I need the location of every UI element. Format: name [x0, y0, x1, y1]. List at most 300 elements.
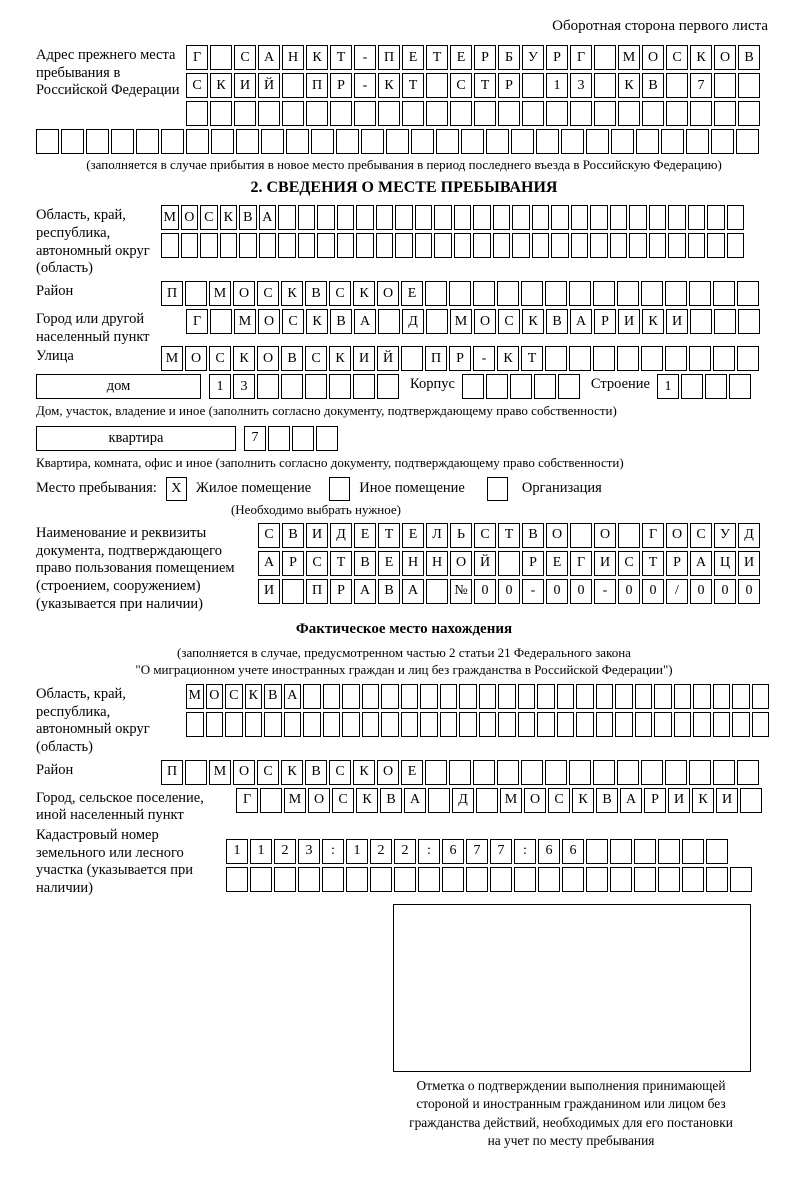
form-cell [610, 233, 628, 258]
form-cell: С [209, 346, 231, 371]
form-cell: 2 [394, 839, 416, 864]
form-cell [752, 684, 770, 709]
form-cell [634, 839, 656, 864]
form-cell: Н [402, 551, 424, 576]
form-cell: Г [236, 788, 258, 813]
form-cell [557, 712, 575, 737]
form-cell [610, 839, 632, 864]
form-cell [473, 233, 491, 258]
form-cell [674, 684, 692, 709]
form-cell [225, 712, 243, 737]
checkbox-zhiloe[interactable]: X [166, 477, 187, 501]
form-cell [185, 760, 207, 785]
form-cell [713, 281, 735, 306]
form-cell: М [209, 760, 231, 785]
form-cell [641, 346, 663, 371]
form-cell [362, 684, 380, 709]
form-cell [473, 760, 495, 785]
form-cell [473, 205, 491, 230]
prev-address-row-1 [186, 45, 762, 70]
form-cell [654, 684, 672, 709]
form-cell: О [714, 45, 736, 70]
form-cell: 7 [466, 839, 488, 864]
form-cell [689, 760, 711, 785]
stay-doc-block [36, 523, 772, 613]
form-cell: Т [330, 45, 352, 70]
form-cell [714, 309, 736, 334]
actual-district-row [161, 760, 761, 785]
confirmation-caption-line-3: гражданства действий, необходимых для его постановки [409, 1114, 733, 1130]
form-cell: О [377, 281, 399, 306]
form-cell: К [220, 205, 238, 230]
form-cell [569, 346, 591, 371]
form-cell: Р [498, 73, 520, 98]
form-cell: К [210, 73, 232, 98]
form-cell: Й [474, 551, 496, 576]
form-cell [629, 205, 647, 230]
form-cell [594, 45, 616, 70]
form-cell: Т [474, 73, 496, 98]
form-cell: В [596, 788, 618, 813]
form-cell: С [257, 281, 279, 306]
actual-caption-2: "О миграционном учете иностранных граждан и лиц без гражданства в Российской Федерации") [135, 661, 673, 677]
house-number-row [209, 374, 401, 399]
form-cell [522, 73, 544, 98]
form-cell: С [282, 309, 304, 334]
form-cell [518, 684, 536, 709]
form-cell [466, 867, 488, 892]
form-cell: 0 [570, 579, 592, 604]
form-cell [538, 867, 560, 892]
form-cell: С [548, 788, 570, 813]
form-cell [545, 760, 567, 785]
form-cell [426, 309, 448, 334]
form-cell: - [473, 346, 495, 371]
form-cell: Г [186, 45, 208, 70]
form-cell [576, 712, 594, 737]
prev-address-label: Адрес прежнего места пребывания в Российской Федерации [36, 47, 180, 99]
form-cell: М [161, 205, 179, 230]
form-cell: 0 [498, 579, 520, 604]
form-cell [186, 712, 204, 737]
form-cell [306, 101, 328, 126]
form-cell [537, 684, 555, 709]
form-cell: Е [401, 281, 423, 306]
form-cell: П [161, 760, 183, 785]
form-cell [264, 712, 282, 737]
form-cell [449, 760, 471, 785]
form-cell [354, 101, 376, 126]
form-cell: 1 [226, 839, 248, 864]
form-cell: Д [738, 523, 760, 548]
form-cell [440, 712, 458, 737]
form-cell: И [594, 551, 616, 576]
form-cell [411, 129, 434, 154]
actual-region-cells [186, 684, 771, 740]
form-cell [257, 374, 279, 399]
form-cell: С [329, 760, 351, 785]
form-cell [486, 129, 509, 154]
form-cell [426, 579, 448, 604]
form-cell: И [738, 551, 760, 576]
form-cell: № [450, 579, 472, 604]
form-cell [245, 712, 263, 737]
form-cell: М [209, 281, 231, 306]
form-cell [377, 374, 399, 399]
option-organizaciya-label: Организация [521, 480, 602, 497]
form-cell: 7 [490, 839, 512, 864]
form-cell: П [306, 73, 328, 98]
form-cell [259, 233, 277, 258]
form-cell: Л [426, 523, 448, 548]
form-cell [362, 712, 380, 737]
stay-region-row-1 [161, 205, 746, 230]
form-cell [434, 205, 452, 230]
stay-doc-row-3 [258, 579, 762, 604]
form-cell [473, 281, 495, 306]
form-cell: С [305, 346, 327, 371]
form-cell [714, 73, 736, 98]
form-cell [381, 712, 399, 737]
form-cell [298, 233, 316, 258]
form-cell [688, 205, 706, 230]
form-cell: Д [330, 523, 352, 548]
form-cell [317, 205, 335, 230]
form-cell: Р [644, 788, 666, 813]
form-cell: К [329, 346, 351, 371]
form-cell: К [356, 788, 378, 813]
confirmation-caption [346, 1077, 796, 1151]
confirmation-caption-line-4: на учет по месту пребывания [487, 1133, 655, 1149]
form-cell [593, 760, 615, 785]
form-cell: Т [402, 73, 424, 98]
form-cell [386, 129, 409, 154]
form-cell: С [474, 523, 496, 548]
form-cell: Г [186, 309, 208, 334]
form-cell: Е [378, 551, 400, 576]
form-cell [282, 73, 304, 98]
form-cell [303, 712, 321, 737]
form-cell: 1 [657, 374, 679, 399]
form-cell [635, 712, 653, 737]
form-cell: А [258, 45, 280, 70]
form-cell: П [378, 45, 400, 70]
checkbox-organizaciya[interactable] [487, 477, 508, 501]
form-cell [474, 101, 496, 126]
form-cell: Р [594, 309, 616, 334]
form-cell [636, 129, 659, 154]
form-cell [395, 205, 413, 230]
form-cell [596, 684, 614, 709]
prev-address-row-3 [186, 101, 762, 126]
form-cell: К [281, 760, 303, 785]
form-cell [571, 233, 589, 258]
form-cell: 3 [298, 839, 320, 864]
form-cell: Е [402, 45, 424, 70]
form-cell [292, 426, 314, 451]
form-cell [514, 867, 536, 892]
form-cell: К [522, 309, 544, 334]
form-cell [668, 233, 686, 258]
form-cell: Р [330, 73, 352, 98]
korpus-label: Корпус [410, 376, 455, 393]
form-cell [586, 129, 609, 154]
form-cell: Г [642, 523, 664, 548]
confirmation-caption-line-2: стороной и иностранным гражданином или лицом без [416, 1096, 726, 1112]
form-cell: 0 [618, 579, 640, 604]
form-cell: 1 [346, 839, 368, 864]
form-cell [546, 101, 568, 126]
form-cell [686, 129, 709, 154]
form-cell [498, 551, 520, 576]
form-cell [610, 867, 632, 892]
apartment-number-row [244, 426, 340, 451]
form-cell [454, 233, 472, 258]
form-cell: 3 [233, 374, 255, 399]
form-cell [617, 281, 639, 306]
form-cell: С [450, 73, 472, 98]
form-cell: Й [377, 346, 399, 371]
form-cell [401, 346, 423, 371]
form-cell [378, 309, 400, 334]
form-cell [415, 205, 433, 230]
form-cell: : [322, 839, 344, 864]
form-cell: К [692, 788, 714, 813]
form-cell [402, 101, 424, 126]
form-cell [278, 233, 296, 258]
form-cell: 7 [690, 73, 712, 98]
form-cell [706, 839, 728, 864]
form-cell: В [281, 346, 303, 371]
form-cell [713, 760, 735, 785]
checkbox-inoe[interactable] [329, 477, 350, 501]
prev-address-block [36, 45, 772, 129]
form-cell [689, 346, 711, 371]
form-cell: Д [452, 788, 474, 813]
form-cell: С [258, 523, 280, 548]
prev-address-caption: (заполняется в случае прибытия в новое место пребывания в период последнего въезда в Российскую Федерацию) [86, 157, 722, 172]
form-cell: К [306, 45, 328, 70]
form-cell [303, 684, 321, 709]
form-cell [136, 129, 159, 154]
house-type-box: дом [36, 374, 201, 399]
form-cell [211, 129, 234, 154]
form-cell: С [186, 73, 208, 98]
form-cell [186, 129, 209, 154]
house-caption: Дом, участок, владение и иное (заполнить согласно документу, подтверждающему право собственности) [36, 403, 617, 419]
form-cell: С [257, 760, 279, 785]
form-cell: - [522, 579, 544, 604]
form-cell: В [738, 45, 760, 70]
form-cell [278, 205, 296, 230]
form-cell: Р [522, 551, 544, 576]
place-type-label: Место пребывания: [36, 480, 157, 497]
stay-doc-cells [258, 523, 762, 607]
form-cell [615, 712, 633, 737]
form-cell [665, 760, 687, 785]
form-cell: С [666, 45, 688, 70]
form-cell: А [402, 579, 424, 604]
form-cell [711, 129, 734, 154]
form-cell [558, 374, 580, 399]
form-cell: К [306, 309, 328, 334]
form-cell [693, 684, 711, 709]
stay-doc-row-2 [258, 551, 762, 576]
form-cell [234, 101, 256, 126]
form-cell [551, 205, 569, 230]
form-cell [61, 129, 84, 154]
form-cell [268, 426, 290, 451]
form-cell: Р [330, 579, 352, 604]
form-cell [593, 346, 615, 371]
form-cell [311, 129, 334, 154]
form-cell: М [186, 684, 204, 709]
stay-city-label: Город или другой населенный пункт [36, 311, 150, 345]
form-cell [322, 867, 344, 892]
form-cell: И [353, 346, 375, 371]
form-cell: 6 [442, 839, 464, 864]
form-cell [737, 760, 759, 785]
form-cell [323, 684, 341, 709]
actual-region-row-1 [186, 684, 771, 709]
option-zhiloe-label: Жилое помещение [195, 480, 312, 497]
prev-address-row-2 [186, 73, 762, 98]
form-cell [713, 684, 731, 709]
form-cell [317, 233, 335, 258]
form-cell [394, 867, 416, 892]
form-cell: 6 [562, 839, 584, 864]
form-cell: И [618, 309, 640, 334]
form-cell [518, 712, 536, 737]
form-cell: 0 [690, 579, 712, 604]
form-cell: С [200, 205, 218, 230]
form-cell [512, 233, 530, 258]
form-cell [641, 760, 663, 785]
form-cell: Г [570, 551, 592, 576]
form-cell: О [206, 684, 224, 709]
form-cell [661, 129, 684, 154]
form-cell [586, 867, 608, 892]
form-cell [378, 101, 400, 126]
form-cell [665, 281, 687, 306]
form-cell [690, 101, 712, 126]
form-cell [226, 867, 248, 892]
form-cell [356, 233, 374, 258]
form-cell: Т [642, 551, 664, 576]
form-cell [510, 374, 532, 399]
form-cell [401, 684, 419, 709]
form-cell [210, 45, 232, 70]
form-cell: В [546, 309, 568, 334]
form-cell [727, 205, 745, 230]
form-cell [512, 205, 530, 230]
form-cell: 1 [546, 73, 568, 98]
form-cell: В [380, 788, 402, 813]
form-cell [634, 867, 656, 892]
form-cell [305, 374, 327, 399]
form-cell: С [225, 684, 243, 709]
form-cell: Р [282, 551, 304, 576]
form-cell [239, 233, 257, 258]
form-cell: О [233, 281, 255, 306]
form-cell [537, 712, 555, 737]
form-cell: Ц [714, 551, 736, 576]
actual-district-block [36, 760, 772, 788]
form-cell [727, 233, 745, 258]
form-cell [449, 281, 471, 306]
form-cell [426, 73, 448, 98]
form-cell: В [522, 523, 544, 548]
form-cell: О [185, 346, 207, 371]
form-cell [629, 233, 647, 258]
form-cell: 0 [546, 579, 568, 604]
stay-street-label: Улица [36, 348, 74, 365]
form-cell [281, 374, 303, 399]
form-cell [534, 374, 556, 399]
form-cell [666, 73, 688, 98]
form-cell [415, 233, 433, 258]
form-cell: О [594, 523, 616, 548]
form-cell: / [666, 579, 688, 604]
form-cell [298, 867, 320, 892]
form-cell: 3 [570, 73, 592, 98]
actual-region-label: Область, край, республика, автономный округ (область) [36, 685, 150, 755]
form-cell [737, 346, 759, 371]
form-cell [200, 233, 218, 258]
form-cell: И [306, 523, 328, 548]
form-cell [476, 788, 498, 813]
actual-cadastre-block [36, 825, 772, 898]
form-cell [693, 712, 711, 737]
form-cell [705, 374, 727, 399]
form-cell [181, 233, 199, 258]
form-cell [425, 281, 447, 306]
form-cell [649, 233, 667, 258]
form-cell [610, 205, 628, 230]
actual-cadastre-cells [226, 825, 754, 895]
form-cell [274, 867, 296, 892]
form-cell: 2 [274, 839, 296, 864]
form-cell: О [181, 205, 199, 230]
form-cell [498, 101, 520, 126]
form-cell: О [450, 551, 472, 576]
form-cell: С [234, 45, 256, 70]
form-cell [497, 281, 519, 306]
form-cell: У [522, 45, 544, 70]
form-cell [665, 346, 687, 371]
form-cell: Н [426, 551, 448, 576]
form-cell [738, 73, 760, 98]
form-cell [420, 712, 438, 737]
form-cell: И [716, 788, 738, 813]
form-cell: К [353, 760, 375, 785]
form-cell: 2 [370, 839, 392, 864]
form-cell: В [378, 579, 400, 604]
form-cell [682, 867, 704, 892]
stay-apartment-block [36, 426, 772, 454]
form-cell [261, 129, 284, 154]
form-cell [738, 309, 760, 334]
form-cell [356, 205, 374, 230]
page-side-note: Оборотная сторона первого листа [552, 18, 768, 34]
form-cell [493, 205, 511, 230]
form-cell: И [668, 788, 690, 813]
actual-city-block [36, 788, 772, 825]
form-cell: А [354, 579, 376, 604]
form-cell [420, 684, 438, 709]
form-cell [86, 129, 109, 154]
form-cell [479, 684, 497, 709]
